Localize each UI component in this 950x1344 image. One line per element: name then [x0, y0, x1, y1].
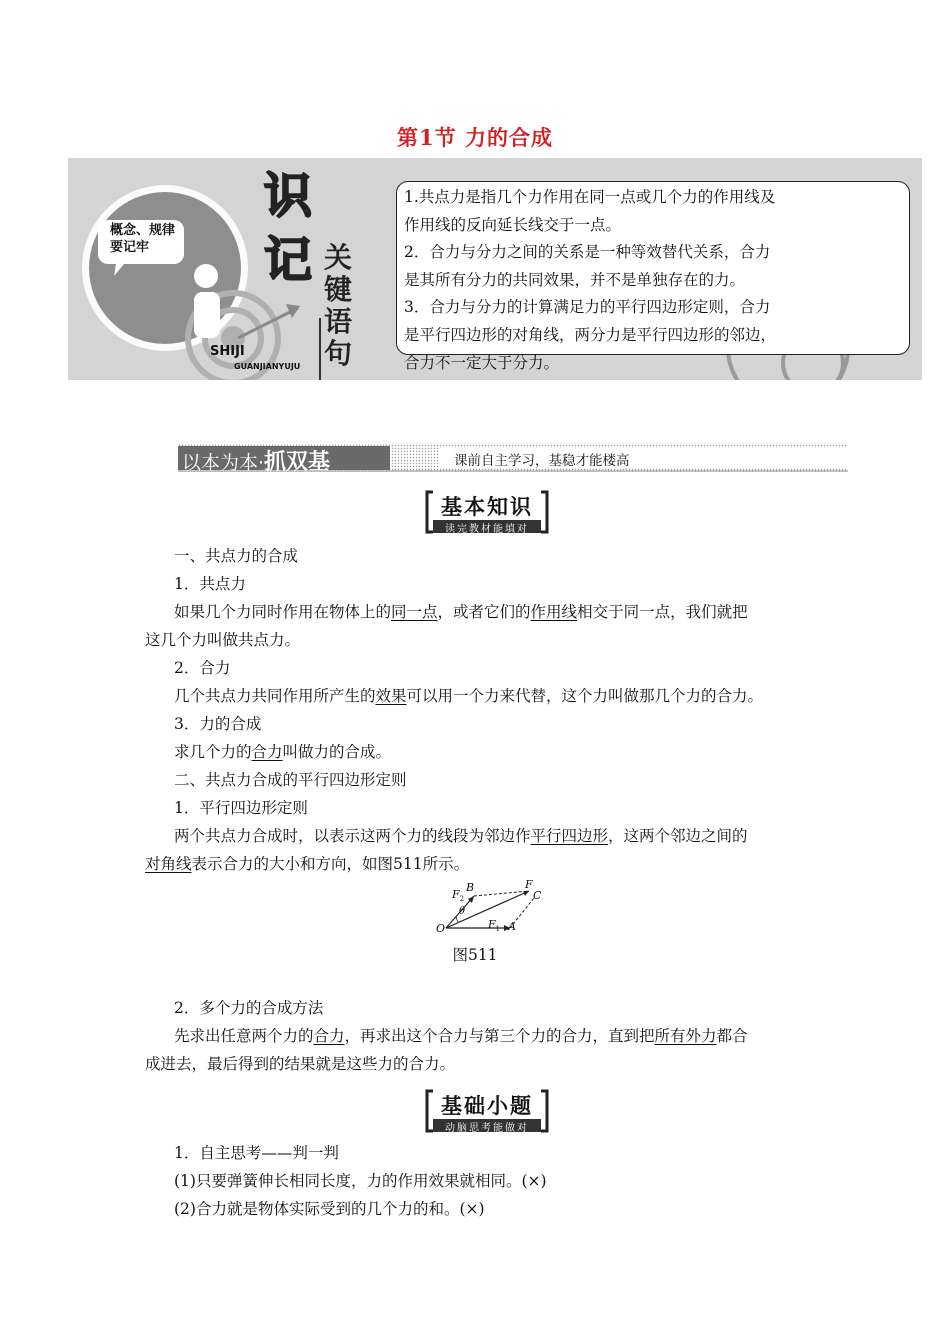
- para-4: [145, 822, 810, 850]
- key-line-4: 是其所有分力的共同效果，并不是单独存在的力。: [404, 270, 746, 289]
- para-3-a: 求几个力的: [174, 743, 252, 761]
- key-line-5: 3．合力与分力的计算满足力的平行四边形定则，合力: [404, 298, 771, 317]
- blank-same-point: 同一点: [391, 603, 438, 621]
- key-line-6: 是平行四边形的对角线，两分力是平行四边形的邻边，: [404, 325, 777, 344]
- para-5-c: 都合: [716, 1027, 748, 1045]
- label2-sub: 动脑思考能做对: [445, 1123, 529, 1134]
- para-1-c: 相交于同一点，我们就把: [577, 603, 748, 621]
- para-5-b: ，再求出这个合力与第三个力的合力，直到把: [344, 1027, 655, 1045]
- blank-resultant: 合力: [251, 743, 283, 761]
- big-char-2: 记: [264, 232, 313, 288]
- heading-2-2: 2．多个力的合成方法: [174, 999, 324, 1017]
- figure-caption: 图511: [452, 946, 498, 964]
- para-5: [145, 1022, 810, 1050]
- key-line-2: 作用线的反向延长线交于一点。: [404, 215, 622, 234]
- blank-effect: 效果: [375, 687, 407, 705]
- bubble-text: [110, 222, 175, 256]
- blank-all-forces: 所有外力: [654, 1027, 717, 1045]
- parallelogram-figure: [430, 876, 550, 938]
- para-5-cont: 成进去，最后得到的结果就是这些力的合力。: [145, 1055, 456, 1073]
- heading-1-2: 2．合力: [174, 659, 231, 677]
- fig-label-O: O: [436, 922, 446, 935]
- para-4-b: ，这两个邻边之间的: [608, 827, 748, 845]
- keyword-char-2: 键: [324, 273, 353, 306]
- bubble-line-1: 概念、规律: [110, 223, 176, 238]
- keyword-char-1: 关: [324, 241, 353, 274]
- fig-label-F2-sub: 2: [459, 895, 465, 904]
- fig-label-theta: θ: [459, 906, 466, 917]
- key-line-1: 1.共点力是指几个力作用在同一点或几个力的作用线及: [404, 188, 776, 206]
- para-4-cont: [145, 850, 810, 878]
- para-2-a: 几个共点力共同作用所产生的: [174, 687, 376, 705]
- lower-content: [145, 994, 810, 1078]
- blank-diagonal: 对角线: [145, 855, 192, 873]
- key-line-7: 合力不一定大于分力。: [404, 353, 560, 372]
- main-content: [145, 542, 810, 878]
- keyword-char-4: 句: [324, 337, 353, 370]
- section-header-bar: [178, 444, 848, 475]
- fig-label-F2-main: F: [452, 888, 460, 901]
- fig-label-F1-main: F: [488, 918, 496, 931]
- key-line-3: 2．合力与分力之间的关系是一种等效替代关系，合力: [404, 243, 771, 262]
- heading-1: 一、共点力的合成: [174, 547, 299, 565]
- question-2: (2)合力就是物体实际受到的几个力的和。(×): [174, 1200, 485, 1218]
- heading-2: 二、共点力合成的平行四边形定则: [174, 771, 407, 789]
- label-basic-questions: [425, 1089, 549, 1133]
- para-4-c: 表示合力的大小和方向，如图511所示。: [191, 855, 470, 873]
- pinyin-sub: GUANJIANYUJU: [234, 362, 301, 371]
- blank-resultant-2: 合力: [313, 1027, 345, 1045]
- section-subtitle: 课前自主学习，基稳才能楼高: [454, 453, 630, 469]
- fig-label-F: F: [525, 878, 533, 891]
- questions: [145, 1139, 810, 1223]
- fig-label-B: B: [466, 881, 475, 894]
- section-title-left: [182, 445, 330, 476]
- blank-parallelogram: 平行四边形: [530, 827, 609, 845]
- label1-sub: 读完教材能填对: [445, 524, 529, 535]
- page-title: 第1节 力的合成: [397, 125, 553, 150]
- fig-label-F1: [488, 918, 500, 933]
- keyword-char-3: 语: [324, 305, 353, 338]
- label2-main: 基础小题: [441, 1094, 533, 1118]
- bubble-line-2: 要记牢: [110, 240, 150, 255]
- fig-label-F1-sub: 1: [495, 925, 501, 934]
- pinyin-main: SHIJI: [210, 344, 245, 359]
- para-1-a: 如果几个力同时作用在物体上的: [174, 603, 392, 621]
- question-heading: 1．自主思考——判一判: [174, 1144, 339, 1162]
- fig-label-C: C: [533, 889, 542, 902]
- para-2-b: 可以用一个力来代替，这个力叫做那几个力的合力。: [406, 687, 764, 705]
- para-1: [145, 598, 810, 626]
- fig-label-F2: [452, 888, 464, 903]
- para-5-a: 先求出任意两个力的: [174, 1027, 314, 1045]
- para-4-a: 两个共点力合成时，以表示这两个力的线段为邻边作: [174, 827, 531, 845]
- para-3: [145, 738, 810, 766]
- heading-1-3: 3．力的合成: [174, 715, 262, 733]
- label1-main: 基本知识: [441, 495, 533, 519]
- heading-1-1: 1．共点力: [174, 575, 246, 593]
- para-1-b: ，或者它们的: [437, 603, 531, 621]
- para-3-b: 叫做力的合成。: [282, 743, 392, 761]
- fig-label-A: A: [508, 920, 516, 933]
- para-1-cont: 这几个力叫做共点力。: [145, 631, 301, 649]
- big-char-1: 识: [264, 168, 313, 224]
- blank-action-line: 作用线: [530, 603, 578, 621]
- para-2: [145, 682, 810, 710]
- section-title-a: 以本为本·: [182, 452, 265, 474]
- question-1: (1)只要弹簧伸长相同长度，力的作用效果就相同。(×): [174, 1172, 547, 1190]
- label-basic-knowledge: [425, 490, 549, 534]
- key-sentences-text: [404, 184, 824, 377]
- heading-2-1: 1．平行四边形定则: [174, 799, 308, 817]
- section-title-b: 抓双基: [264, 450, 331, 475]
